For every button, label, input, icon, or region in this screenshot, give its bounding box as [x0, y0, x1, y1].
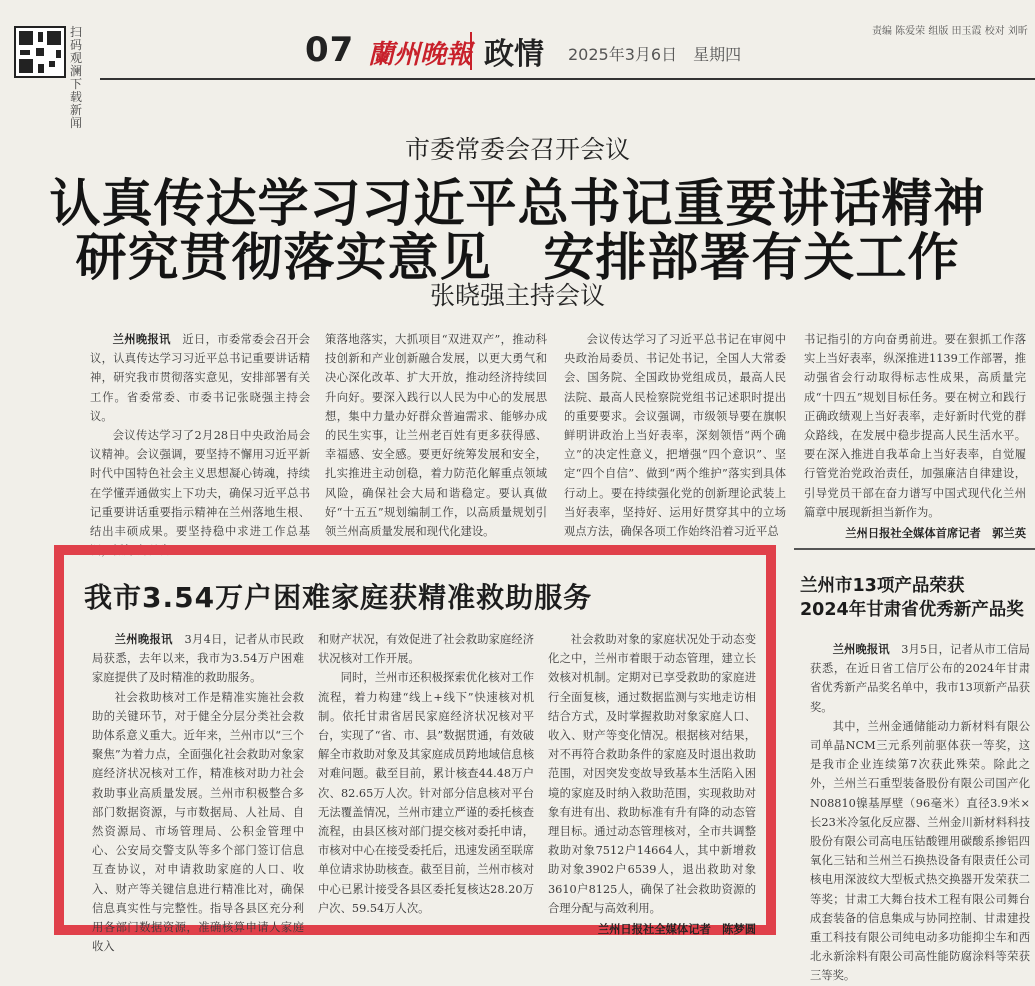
paragraph: 策落地落实，大抓项目“双进双产”，推动科技创新和产业创新融合发展，以更大勇气和决心深化改革、扩大开放，推动经济持续回升向好。要深入践行以人民为中心的发展思想，集中力量办好群众普遍需求、能够办成的民生实事，让兰州老百姓有更多获得感、幸福感、安全感。要更好统筹发展和安全，扎实推进主动创稳，着力防范化解重点领域风险，确保社会大局和谐稳定。要认真做好“十五五”规划编制工作，以高质量规划引领兰州高质量发展和现代化建设。 — [325, 333, 547, 539]
side-column — [810, 640, 1030, 983]
paragraph: 3月5日，记者从市工信局获悉，在近日省工信厅公布的2024年甘肃省优秀新产品奖名单中，我市13项新产品获奖。 — [810, 643, 1030, 714]
lead-column-1 — [90, 330, 310, 558]
masthead-logo: 蘭州晚報 — [368, 40, 473, 70]
paragraph: 社会救助对象的家庭状况处于动态变化之中，兰州市着眼于动态管理，建立长效核对机制。定期对已享受救助的家庭进行全面复核，通过数据监测与实地走访相结合方式，及时掌握救助对象家庭人口、收入、财产等变化情况。根据核对结果，对不再符合救助条件的家庭及时退出救助范围，对因突发变故导致基本生活陷入困境的家庭及时纳入救助范围，实现救助对象有进有出、救助标准有升有降的动态管理目标。通过动态管理核对，全市共调整救助对象7512户14664人，其中新增救助对象3902户6539人，退出救助对象3610户8125人，确保了社会救助资源的合理分配与高效利用。 — [548, 633, 756, 915]
lead-subhead: 张晓强主持会议 — [429, 281, 605, 310]
side-title-line1: 兰州市13项产品荣获 — [800, 576, 965, 596]
paragraph: 社会救助核对工作是精准实施社会救助的关键环节，对于健全分层分类社会救助体系意义重大。近年来，兰州市以“三个聚焦”为着力点，全面强化社会救助对象家庭经济状况核对工作，精准核对助力社会救助事业高质量发展。兰州市积极整合多部门数据资源，与市数据局、人社局、自然资源局、市场管理局、公积金管理中心、公安局交警支队等多个部门签订信息互查协议，对申请救助家庭的人口、收入、财产等关键信息进行精准比对，确保信息真实性与完整性。指导各县区充分利用各部门数据资源，准确核算申请人家庭收入 — [92, 690, 304, 954]
issue-date: 2025年3月6日 星期四 — [568, 45, 742, 64]
paragraph: 会议传达学习了2月28日中央政治局会议精神。会议强调，要坚持不懈用习近平新时代中国特色社会主义思想凝心铸魂，持续在学懂弄通做实上下功夫，确保习近平总书记重要讲话重要指示精神在兰州落地生根、结出丰硕成果。要坚持稳中求进工作总基调，抓好宏观政 — [90, 429, 310, 558]
lead-column-3 — [564, 330, 786, 538]
dateline: 兰州晚报讯 — [112, 333, 171, 346]
lead-kicker: 市委常委会召开会议 — [404, 135, 630, 164]
featured-column-3 — [548, 630, 756, 937]
paragraph: 同时，兰州市还积极探索优化核对工作流程，着力构建“线上+线下”快速核对机制。依托甘肃省居民家庭经济状况核对平台，实现了“省、市、县”数据贯通，有效破解全市救助对象及其家庭成员跨地域信息核对难问题。截至目前，累计核查44.48万户次、82.65万人次。针对部分信息核对平台无法覆盖情况，兰州市建立严谨的委托核查流程，由县区核对部门提交核对委托申请，市核对中心在接受委托后，迅速发函至联席单位请求协助核查。截至目前，兰州市核对中心已累计接受各县区委托复核达28.20万户次、59.54万人次。 — [318, 671, 534, 915]
paragraph: 3月4日，记者从市民政局获悉，去年以来，我市为3.54万户困难家庭提供了及时精准的救助服务。 — [92, 633, 304, 685]
editor-credits: 责编 陈爱荣 组版 田玉霞 校对 刘昕 — [872, 26, 1028, 37]
lead-column-4 — [804, 330, 1026, 541]
side-divider — [794, 548, 1035, 550]
paragraph: 近日，市委常委会召开会议，认真传达学习习近平总书记重要讲话精神，研究我市贯彻落实意见，安排部署有关工作。省委常委、市委书记张晓强主持会议。 — [90, 333, 310, 423]
side-title — [800, 574, 1035, 622]
lead-column-2 — [325, 330, 547, 538]
featured-title: 我市3.54万户困难家庭获精准救助服务 — [84, 581, 593, 614]
lead-byline: 兰州日报社全媒体首席记者 郭兰英 — [845, 527, 1026, 541]
lead-headline-line1: 认真传达学习习近平总书记重要讲话精神 — [49, 174, 986, 234]
section-name: 政情 — [470, 32, 556, 70]
featured-byline: 兰州日报社全媒体记者 陈梦圆 — [597, 923, 756, 937]
paragraph: 会议传达学习了习近平总书记在审阅中央政治局委员、书记处书记，全国人大常委会、国务院、全国政协党组成员，最高人民法院、最高人民检察院党组书记述职时提出的重要要求。会议强调，市级领导要在旗帜鲜明讲政治上当好表率，深刻领悟“两个确立”的决定性意义，把增强“四个意识”、坚定“四个自信”、做到“两个维护”落实到具体行动上。要在持续强化党的创新理论武装上当好表率，坚持好、运用好贯穿其中的立场观点方法，确保各项工作始终沿着习近平总 — [564, 333, 786, 539]
side-title-line2: 2024年甘肃省优秀新产品奖 — [800, 600, 1024, 620]
header-divider — [100, 78, 1035, 80]
lead-headline-line2: 研究贯彻落实意见 安排部署有关工作 — [75, 228, 960, 288]
paragraph: 和财产状况，有效促进了社会救助家庭经济状况核对工作开展。 — [318, 633, 534, 666]
dateline: 兰州晚报讯 — [114, 633, 173, 646]
featured-column-2 — [318, 630, 534, 922]
featured-column-1 — [92, 630, 304, 954]
scan-download-label: 扫码观澜下载新闻 — [70, 25, 83, 130]
page-number: 07 — [305, 30, 355, 70]
paragraph: 其中，兰州金通储能动力新材料有限公司单晶NCM三元系列前驱体获一等奖，这是我市企业连续第7次获此殊荣。除此之外，兰州兰石重型装备股份有限公司国产化N08810镍基厚壁（96毫米）直径3.9米×长23米冷氢化反应器、兰州金川新材料科技股份有限公司高电压钴酸锂用碳酸系掺铝四氧化三钴和兰州兰石换热设备有限责任公司核电用深波纹大型板式热交换器开发荣获二等奖；甘肃工大舞台技术工程有限公司舞台成套装备的信息集成与协同控制、甘肃建投重工科技有限公司纯电动多功能抑尘车和西北永新涂料有限公司高性能防腐涂料等荣获三等奖。 — [810, 719, 1030, 983]
dateline: 兰州晚报讯 — [832, 643, 890, 656]
paragraph: 书记指引的方向奋勇前进。要在狠抓工作落实上当好表率，纵深推进1139工作部署，推动强省会行动取得标志性成果，高质量完成“十四五”规划目标任务。要在树立和践行正确政绩观上当好表率，走好新时代党的群众路线，在发展中稳步提高人民生活水平。要在深入推进自我革命上当好表率，自觉履行管党治党政治责任，加强廉洁自律建设，引导党员干部在奋力谱写中国式现代化兰州篇章中展现新担当新作为。 — [804, 333, 1026, 519]
qr-code-icon[interactable] — [14, 26, 66, 78]
